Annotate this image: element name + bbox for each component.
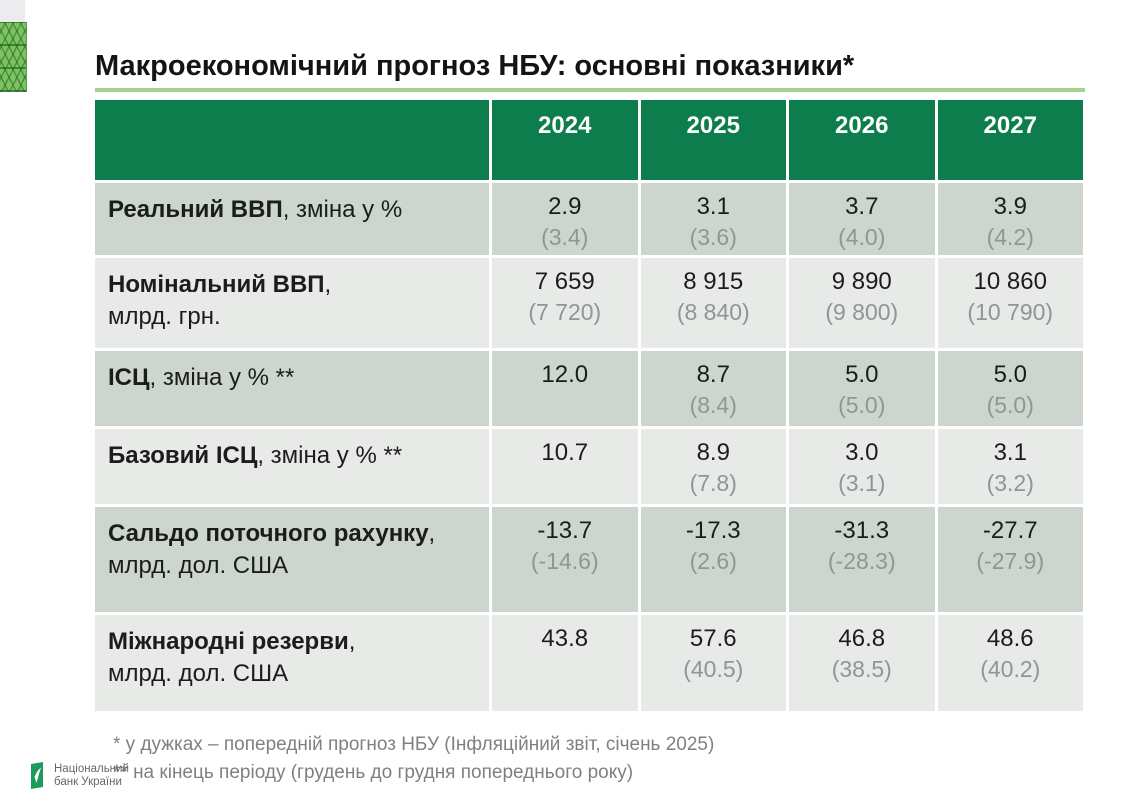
row-label-rest: , зміна у % ** (257, 442, 403, 469)
value-current: 8.7 (696, 361, 730, 388)
value-current: 10 860 (973, 268, 1047, 295)
nbu-logo-text-line2: банк України (54, 775, 122, 788)
row-label-bold: Сальдо поточного рахунку (108, 520, 429, 547)
cell-reserves-2026 (789, 615, 935, 711)
cell-reserves-2025 (641, 615, 787, 711)
row-label-rest: , зміна у % (282, 196, 403, 223)
row-label-line2: млрд. грн. (108, 303, 221, 330)
cell-nominal-gdp-2026 (789, 258, 935, 348)
value-current: 43.8 (541, 625, 589, 652)
row-label-rest: , (324, 271, 332, 298)
value-current: 3.1 (696, 193, 730, 220)
cell-reserves-2024 (492, 615, 638, 711)
header-year-2025: 2025 (641, 100, 787, 180)
cell-core-cpi-2025 (641, 429, 787, 504)
value-current: 2.9 (548, 193, 582, 220)
cell-real-gdp-2024 (492, 183, 638, 255)
nbu-logo (27, 762, 129, 789)
cell-reserves-2027 (938, 615, 1084, 711)
title-underline (95, 88, 1085, 92)
header-year-2027: 2027 (938, 100, 1084, 180)
value-previous: (3.1) (838, 470, 886, 496)
value-previous: (8.4) (689, 392, 737, 418)
cell-core-cpi-2026 (789, 429, 935, 504)
cell-core-cpi-2027 (938, 429, 1084, 504)
row-label-bold: Реальний ВВП (108, 196, 283, 223)
value-previous: (9 800) (825, 299, 899, 325)
value-current: 3.9 (993, 193, 1027, 220)
row-label-reserves (95, 615, 489, 711)
value-current: 12.0 (541, 361, 589, 388)
value-current: -27.7 (982, 517, 1038, 544)
value-previous: (8 840) (676, 299, 750, 325)
cell-current-account-2024 (492, 507, 638, 612)
header-year-2026: 2026 (789, 100, 935, 180)
value-previous: (-14.6) (530, 548, 599, 574)
row-label-rest: , (348, 628, 356, 655)
value-previous: (5.0) (838, 392, 886, 418)
value-current: 57.6 (689, 625, 737, 652)
forecast-table (95, 100, 1083, 711)
cell-current-account-2026 (789, 507, 935, 612)
cell-cpi-2024 (492, 351, 638, 426)
cell-current-account-2025 (641, 507, 787, 612)
value-current: 5.0 (993, 361, 1027, 388)
value-previous: (2.6) (689, 548, 737, 574)
cell-core-cpi-2024 (492, 429, 638, 504)
row-label-real-gdp (95, 183, 489, 255)
value-previous: (-27.9) (976, 548, 1045, 574)
value-previous: (7 720) (528, 299, 602, 325)
row-label-line2: млрд. дол. США (108, 660, 289, 687)
value-current: 3.1 (993, 439, 1027, 466)
row-label-bold: Номінальний ВВП (108, 271, 325, 298)
value-current: 3.7 (845, 193, 879, 220)
lattice-decoration (0, 22, 27, 92)
footnotes (113, 731, 714, 787)
cell-cpi-2025 (641, 351, 787, 426)
value-previous: (5.0) (986, 392, 1034, 418)
row-label-rest: , зміна у % ** (149, 364, 295, 391)
nbu-logo-text-line1: Національний (54, 762, 129, 775)
row-label-rest: , (428, 520, 436, 547)
footnote-2: ** на кінець періоду (грудень до грудня попереднього року) (113, 762, 634, 783)
nbu-logo-icon (27, 762, 47, 789)
value-current: -17.3 (685, 517, 741, 544)
value-previous: (4.0) (838, 224, 886, 250)
cell-nominal-gdp-2024 (492, 258, 638, 348)
header-year-2024: 2024 (492, 100, 638, 180)
header-empty-cell (95, 100, 489, 180)
value-current: 8.9 (696, 439, 730, 466)
cell-current-account-2027 (938, 507, 1084, 612)
row-label-bold: Міжнародні резерви (108, 628, 349, 655)
value-current: 8 915 (683, 268, 744, 295)
cell-real-gdp-2025 (641, 183, 787, 255)
nbu-logo-text (54, 763, 129, 789)
value-previous: (40.5) (683, 656, 744, 682)
row-label-bold: Базовий ІСЦ (108, 442, 258, 469)
value-current: -13.7 (537, 517, 593, 544)
value-current: 48.6 (986, 625, 1034, 652)
footnote-1: * у дужках – попередній прогноз НБУ (Інфляційний звіт, січень 2025) (113, 734, 715, 755)
cell-cpi-2027 (938, 351, 1084, 426)
value-previous: (3.4) (541, 224, 589, 250)
value-current: -31.3 (834, 517, 890, 544)
value-previous: (3.2) (986, 470, 1034, 496)
corner-gray-block (0, 0, 25, 22)
cell-nominal-gdp-2025 (641, 258, 787, 348)
value-previous: (3.6) (689, 224, 737, 250)
value-previous: (38.5) (831, 656, 892, 682)
cell-cpi-2026 (789, 351, 935, 426)
page-title: Макроекономічний прогноз НБУ: основні показники* (95, 50, 855, 82)
row-label-line2: млрд. дол. США (108, 552, 289, 579)
cell-real-gdp-2026 (789, 183, 935, 255)
value-current: 5.0 (845, 361, 879, 388)
value-previous: (40.2) (980, 656, 1041, 682)
value-current: 10.7 (541, 439, 589, 466)
row-label-nominal-gdp (95, 258, 489, 348)
value-current: 3.0 (845, 439, 879, 466)
row-label-bold: ІСЦ (108, 364, 150, 391)
value-current: 46.8 (838, 625, 886, 652)
value-current: 9 890 (831, 268, 892, 295)
row-label-current-account (95, 507, 489, 612)
value-current: 7 659 (534, 268, 595, 295)
value-previous: (-28.3) (827, 548, 896, 574)
row-label-core-cpi (95, 429, 489, 504)
row-label-cpi (95, 351, 489, 426)
cell-nominal-gdp-2027 (938, 258, 1084, 348)
value-previous: (4.2) (986, 224, 1034, 250)
value-previous: (10 790) (967, 299, 1054, 325)
value-previous: (7.8) (689, 470, 737, 496)
cell-real-gdp-2027 (938, 183, 1084, 255)
